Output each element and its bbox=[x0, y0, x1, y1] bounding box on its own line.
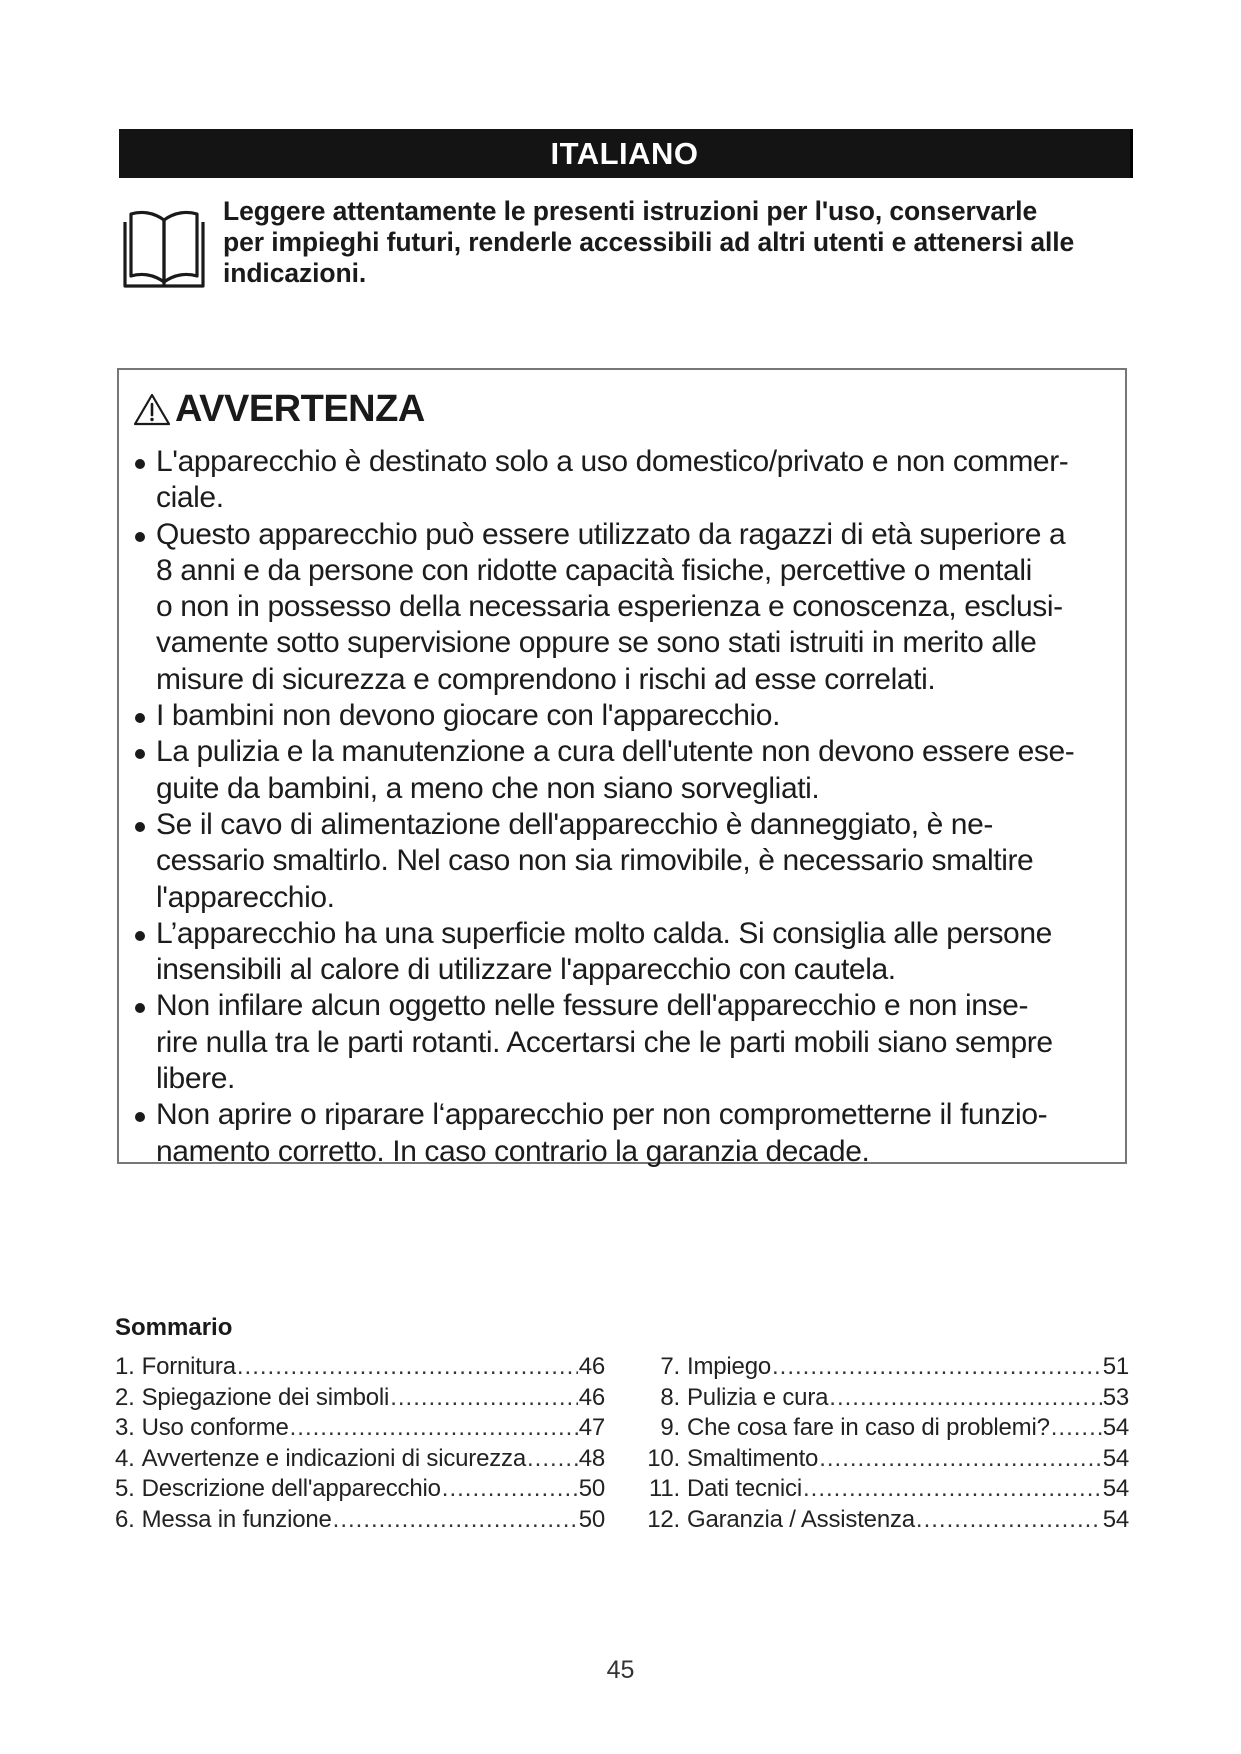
toc-column-left bbox=[115, 1352, 605, 1536]
toc-label: Garanzia / Assistenza bbox=[687, 1505, 915, 1533]
warning-line: Questo apparecchio può essere utilizzato da ragazzi di età superiore a bbox=[156, 517, 1066, 551]
toc-page: 50 bbox=[578, 1475, 605, 1503]
toc-number: 10. bbox=[647, 1444, 680, 1472]
warning-line: namento corretto. In caso contrario la garanzia decade. bbox=[156, 1134, 870, 1168]
toc-label: Messa in funzione bbox=[141, 1505, 332, 1533]
toc-number: 5. bbox=[115, 1475, 135, 1503]
toc-number: 2. bbox=[115, 1383, 135, 1411]
toc-leader-dots bbox=[527, 1444, 578, 1475]
toc-item[interactable] bbox=[636, 1383, 1129, 1414]
warning-item bbox=[131, 444, 1113, 517]
toc-leader-dots bbox=[290, 1413, 578, 1444]
toc-label: Dati tecnici bbox=[687, 1475, 802, 1503]
toc-label: Spiegazione dei simboli bbox=[141, 1383, 390, 1411]
toc-number: 4. bbox=[115, 1444, 135, 1472]
toc-page: 48 bbox=[578, 1444, 605, 1472]
warning-line: l'apparecchio. bbox=[156, 880, 335, 914]
warning-item bbox=[131, 988, 1113, 1097]
toc-leader-dots bbox=[772, 1352, 1102, 1383]
intro-notice bbox=[119, 196, 1130, 292]
toc-leader-dots bbox=[803, 1474, 1102, 1505]
warning-line: misure di sicurezza e comprendono i rischi ad esse correlati. bbox=[156, 662, 936, 696]
warning-line: vamente sotto supervisione oppure se sono stati istruiti in merito alle bbox=[156, 626, 1037, 660]
toc-label: Che cosa fare in caso di problemi? bbox=[687, 1414, 1050, 1442]
warning-line: rire nulla tra le parti rotanti. Accertarsi che le parti mobili siano sempre bbox=[156, 1025, 1053, 1059]
toc-item[interactable] bbox=[115, 1352, 605, 1383]
toc-item[interactable] bbox=[636, 1444, 1129, 1475]
intro-line: indicazioni. bbox=[223, 258, 367, 288]
warning-item bbox=[131, 916, 1113, 989]
warning-list bbox=[131, 444, 1113, 1170]
toc-item[interactable] bbox=[636, 1413, 1129, 1444]
toc-column-right bbox=[636, 1352, 1129, 1536]
warning-line: La pulizia e la manutenzione a cura dell'utente non devono essere ese- bbox=[156, 735, 1075, 769]
warning-line: I bambini non devono giocare con l'apparecchio. bbox=[156, 699, 781, 733]
warning-line: libere. bbox=[156, 1062, 235, 1096]
intro-line: Leggere attentamente le presenti istruzioni per l'uso, conservarle bbox=[223, 196, 1038, 226]
toc-page: 51 bbox=[1102, 1353, 1129, 1380]
warning-line: insensibili al calore di utilizzare l'apparecchio con cautela. bbox=[156, 953, 896, 987]
toc-leader-dots bbox=[442, 1474, 578, 1505]
warning-line: ciale. bbox=[156, 481, 224, 515]
toc-page: 46 bbox=[578, 1383, 605, 1411]
toc-leader-dots bbox=[237, 1352, 578, 1383]
toc-label: Smaltimento bbox=[687, 1444, 819, 1472]
warning-item bbox=[131, 517, 1113, 698]
toc-number: 7. bbox=[660, 1353, 680, 1380]
warning-line: L'apparecchio è destinato solo a uso domestico/privato e non commer- bbox=[156, 445, 1069, 478]
toc-item[interactable] bbox=[115, 1413, 605, 1444]
toc-page: 47 bbox=[578, 1414, 605, 1442]
book-icon bbox=[119, 206, 209, 292]
toc-item[interactable] bbox=[115, 1474, 605, 1505]
warning-heading bbox=[131, 380, 1113, 438]
toc-number: 1. bbox=[115, 1353, 135, 1380]
warning-line: Se il cavo di alimentazione dell'apparecchio è danneggiato, è ne- bbox=[156, 807, 993, 841]
toc-label: Pulizia e cura bbox=[687, 1383, 829, 1411]
toc-leader-dots bbox=[333, 1505, 578, 1536]
toc-label: Uso conforme bbox=[141, 1414, 289, 1442]
warning-line: guite da bambini, a meno che non siano sorvegliati. bbox=[156, 771, 820, 805]
toc-number: 9. bbox=[660, 1414, 680, 1442]
warning-box bbox=[117, 368, 1127, 1168]
warning-title: AVVERTENZA bbox=[175, 387, 425, 430]
warning-line: 8 anni e da persone con ridotte capacità fisiche, percettive o mentali bbox=[156, 553, 1032, 587]
toc-page: 50 bbox=[578, 1505, 605, 1533]
toc-page: 54 bbox=[1102, 1475, 1129, 1503]
toc-label: Descrizione dell'apparecchio bbox=[141, 1475, 441, 1503]
toc-leader-dots bbox=[916, 1505, 1102, 1536]
language-label: ITALIANO bbox=[550, 135, 699, 171]
toc-leader-dots bbox=[1051, 1413, 1102, 1444]
toc-page: 54 bbox=[1102, 1444, 1129, 1472]
toc-number: 8. bbox=[660, 1383, 680, 1411]
toc-number: 11. bbox=[649, 1475, 680, 1503]
intro-line: per impieghi futuri, renderle accessibili ad altri utenti e attenersi alle bbox=[223, 227, 1075, 257]
warning-line: o non in possesso della necessaria esperienza e conoscenza, esclusi- bbox=[156, 590, 1063, 624]
toc-number: 6. bbox=[115, 1505, 135, 1533]
toc-page: 54 bbox=[1102, 1414, 1129, 1442]
toc-leader-dots bbox=[819, 1444, 1102, 1475]
warning-line: cessario smaltirlo. Nel caso non sia rimovibile, è necessario smaltire bbox=[156, 844, 1034, 878]
warning-item bbox=[131, 1097, 1113, 1170]
toc-title: Sommario bbox=[115, 1314, 233, 1341]
warning-item bbox=[131, 698, 1113, 734]
warning-item bbox=[131, 807, 1113, 916]
warning-item bbox=[131, 734, 1113, 807]
toc-label: Impiego bbox=[687, 1353, 771, 1380]
toc-page: 46 bbox=[578, 1353, 605, 1380]
language-header bbox=[119, 129, 1133, 178]
toc-item[interactable] bbox=[636, 1352, 1129, 1383]
toc-number: 3. bbox=[115, 1414, 135, 1442]
toc-item[interactable] bbox=[636, 1474, 1129, 1505]
toc-leader-dots bbox=[829, 1383, 1101, 1414]
toc-leader-dots bbox=[390, 1383, 578, 1414]
intro-text bbox=[223, 196, 1074, 289]
warning-line: Non infilare alcun oggetto nelle fessure dell'apparecchio e non inse- bbox=[156, 989, 1029, 1023]
toc-item[interactable] bbox=[636, 1505, 1129, 1536]
toc-page: 53 bbox=[1102, 1383, 1129, 1411]
toc-number: 12. bbox=[647, 1505, 680, 1533]
toc-item[interactable] bbox=[115, 1383, 605, 1414]
toc-label: Avvertenze e indicazioni di sicurezza bbox=[141, 1444, 526, 1472]
toc-item[interactable] bbox=[115, 1505, 605, 1536]
warning-line: Non aprire o riparare l‘apparecchio per non comprometterne il funzio- bbox=[156, 1098, 1048, 1132]
toc-page: 54 bbox=[1102, 1505, 1129, 1533]
warning-line: L’apparecchio ha una superficie molto calda. Si consiglia alle persone bbox=[156, 916, 1052, 950]
page-number: 45 bbox=[606, 1656, 635, 1684]
warning-triangle-icon bbox=[133, 392, 171, 426]
toc-label: Fornitura bbox=[141, 1353, 236, 1380]
toc-item[interactable] bbox=[115, 1444, 605, 1475]
